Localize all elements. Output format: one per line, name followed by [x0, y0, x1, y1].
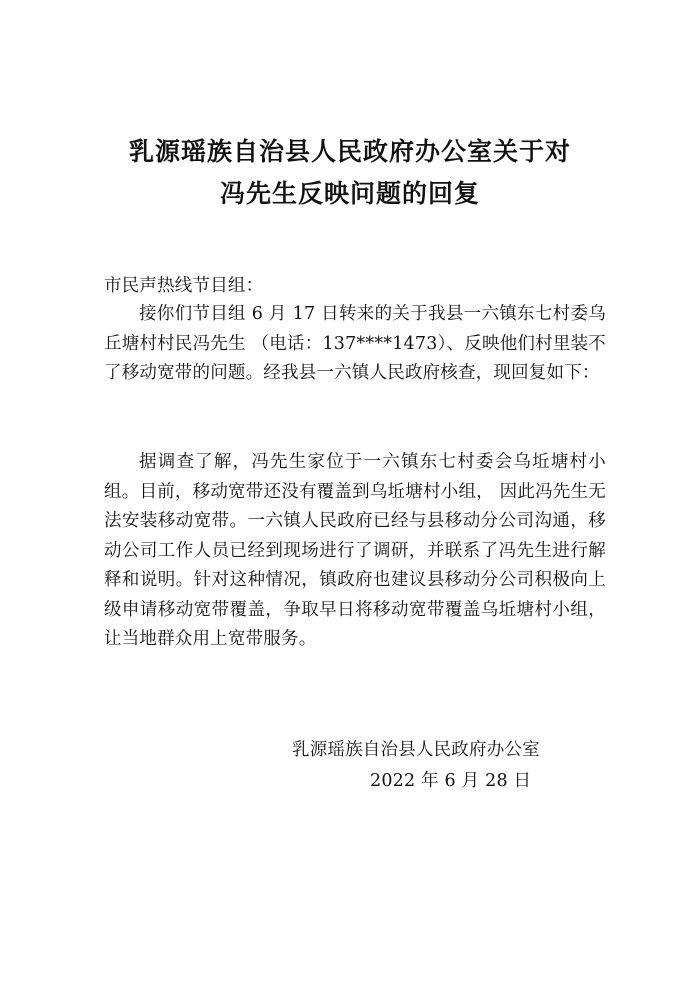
- salutation: 市民声热线节目组：: [104, 276, 264, 296]
- paragraph-1: 接你们节目组 6 月 17 日转来的关于我县一六镇东七村委乌丘塘村村民冯先生 （电话：137****1473）、反映他们村里装不了移动宽带的问题。经我县一六镇人民政府核查，现回复如下：: [104, 304, 606, 383]
- document-title-line-2: 冯先生反映问题的回复: [219, 179, 480, 208]
- paragraph-2: 据调查了解，冯先生家位于一六镇东七村委会乌坵塘村小组。目前，移动宽带还没有覆盖到乌坵塘村小组， 因此冯先生无法安装移动宽带。一六镇人民政府已经与县移动分公司沟通，移动公司工作人员已经到现场进行了调研，并联系了冯先生进行解释和说明。针对这种情况，镇政府也建议县移动分公司积极向上级申请移动宽带覆盖，争取早日将移动宽带覆盖乌坵塘村小组，让当地群众用上宽带服务。: [104, 452, 606, 649]
- document-title-line-1: 乳源瑶族自治县人民政府办公室关于对: [128, 137, 571, 166]
- signature-block: [292, 736, 592, 792]
- signature-date: 2022 年 6 月 28 日: [370, 771, 532, 791]
- signature-organization: 乳源瑶族自治县人民政府办公室: [292, 740, 540, 760]
